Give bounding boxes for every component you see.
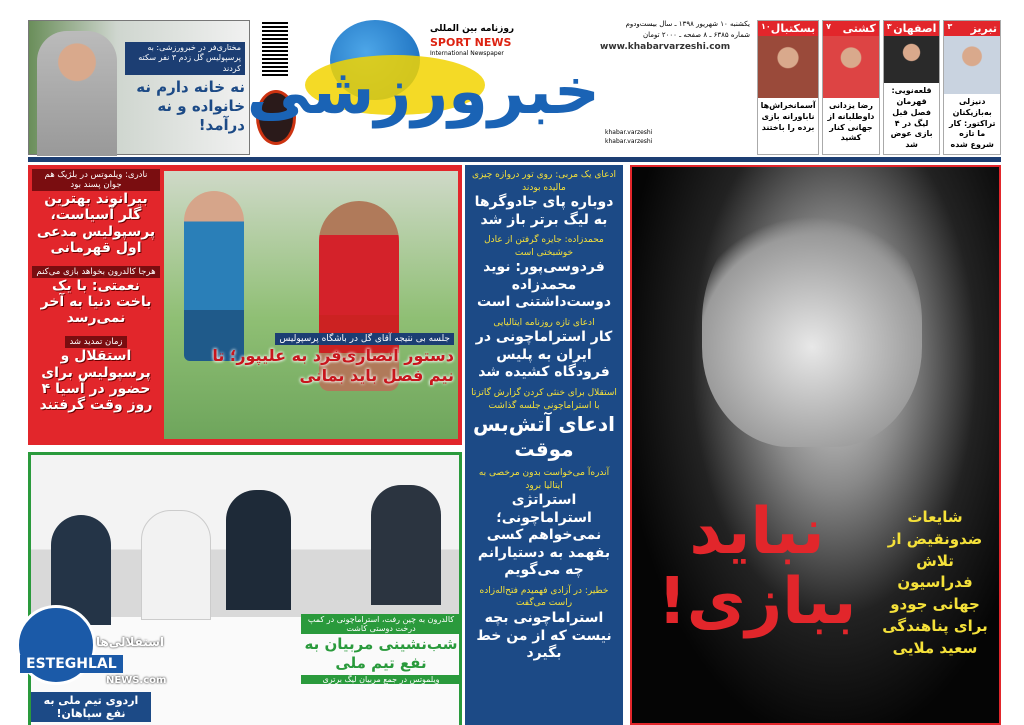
red-story-headline: استقلال و پرسپولیس برای حضور در آسیا ۴ روز وقت گرفتند	[39, 348, 153, 413]
thumb-3[interactable]	[757, 20, 819, 155]
green-sub: ویلموتس در جمع مربیان لیگ برتری	[301, 675, 461, 684]
mid-story-headline: کار استراماچونی در ایران به پلیس فرودگاه کشیده شد	[475, 329, 613, 381]
watermark-latin: ESTEGHLAL	[20, 655, 123, 673]
green-headline: شب‌نشینی مربیان به نفع تیم ملی	[304, 635, 458, 672]
issue-line: شماره ۶۳۸۵ ـ ۸ صفحه ـ ۲۰۰۰ تومان	[643, 31, 750, 39]
mid-story-kicker: ادعای تازه روزنامه ایتالیایی	[493, 317, 595, 328]
mid-story-kicker: ادعای یک مربی: روی تور دروازه چیزی مالیده بودند	[471, 170, 616, 193]
thumb-page: ۱۰	[761, 22, 771, 31]
mid-story[interactable]	[470, 234, 618, 312]
mid-story[interactable]	[470, 585, 618, 663]
players-photo	[164, 171, 458, 439]
esteghlal-watermark	[16, 605, 186, 715]
coach-4	[371, 485, 441, 605]
red-story[interactable]	[32, 259, 160, 326]
red-story[interactable]	[32, 329, 160, 413]
person-photo	[37, 31, 117, 156]
thumb-section: تبریز	[970, 22, 997, 35]
photo-kicker: جلسه بی نتیجه آقای گل در باشگاه پرسپولیس	[275, 333, 454, 345]
mid-story-kicker: آندره‌آ می‌خواست بدون مرخصی به ایتالیا برود	[478, 468, 610, 491]
red-story[interactable]	[32, 169, 160, 256]
thumb-photo	[823, 36, 879, 98]
mid-story-headline: استراماچونی بچه نیست که از من خط بگیرد	[476, 610, 612, 662]
masthead-logo: خبرورزشی	[246, 55, 600, 129]
intl-sub: International Newspaper	[430, 50, 504, 57]
red-story-headline: نعمتی: با یک باخت دنیا به آخر نمی‌رسد	[40, 277, 152, 327]
mid-story[interactable]	[470, 317, 618, 382]
masthead-divider	[28, 157, 1001, 162]
top-left-kicker: مختاری‌فر در خبرورزشی: به پرسپولیس گل زدم ۳ نفر سکته کردند	[125, 42, 245, 75]
green-bottom-headline: اردوی تیم ملی به نفع سپاهان!	[31, 692, 151, 722]
website-link[interactable]: www.khabarvarzeshi.com	[600, 42, 731, 52]
thumbnail-strip	[757, 20, 1001, 155]
thumb-photo	[884, 36, 940, 83]
mid-story-headline: ادعای آتش‌بس موقت	[472, 412, 615, 462]
date-line: یکشنبه ۱۰ شهریور ۱۳۹۸ ـ سال بیست‌ودوم	[625, 20, 750, 28]
watermark-brand: استقلالی‌ها	[96, 635, 165, 649]
thumb-section: کشتی	[842, 22, 876, 35]
telegram-handle[interactable]: khabar.varzeshi	[605, 138, 653, 145]
thumb-caption: قلعه‌نویی: قهرمان فصل قبل لیگ در ۴ بازی عوض شد	[890, 86, 933, 150]
main-headline: نباید ببازی!	[657, 495, 857, 640]
coach-2	[141, 510, 211, 620]
red-story-kicker: هرجا کالدرون بخواهد بازی می‌کنم	[32, 266, 159, 278]
watermark-ball-icon	[16, 605, 96, 685]
mid-story[interactable]	[470, 169, 618, 229]
thumb-section: اصفهان	[893, 22, 937, 35]
mid-story-kicker: خطیر: در آزادی فهمیدم فتح‌اله‌زاده راست می‌گفت	[479, 585, 609, 609]
thumb-0[interactable]	[943, 20, 1001, 155]
red-box[interactable]	[28, 165, 462, 445]
thumb-caption: آسمانخراش‌ها ناباورانه بازی برده را باختند	[760, 101, 816, 132]
instagram-handle[interactable]: khabar.varzeshi	[605, 129, 653, 136]
thumb-page: ۳	[947, 22, 953, 31]
coach-3	[226, 490, 291, 610]
thumb-2[interactable]	[822, 20, 880, 155]
red-story-headline: بیرانوند بهترین گلر آسیاست، پرسپولیس مدعی اول قهرمانی	[36, 191, 156, 256]
mid-story-headline: فردوسی‌پور: نوید محمدزاده دوست‌داشتنی است	[476, 259, 612, 311]
thumb-1[interactable]	[883, 20, 941, 155]
thumb-page: ۳	[886, 22, 892, 31]
mid-story-kicker: محمدزاده: جایزه گرفتن از عادل خوشبختی است	[484, 235, 604, 258]
thumb-section: بسکتبال	[770, 22, 816, 35]
watermark-sub: NEWS.com	[106, 675, 167, 686]
thumb-page: ۷	[826, 22, 832, 31]
thumb-photo	[944, 36, 1000, 94]
main-side-text: شایعات ضدونقیض از تلاش فدراسیون جهانی جودو برای پناهندگی سعید ملایی	[882, 508, 988, 657]
mid-story-headline: استراتژی استراماچونی؛ نمی‌خواهم کسی بفهمد به دستیارانم چه می‌گویم	[477, 492, 611, 579]
top-left-headline: نه خانه دارم نه خانواده و نه درآمد!	[136, 78, 245, 134]
green-kicker: کالدرون به چین رفت، استراماچونی در کمپ درخت دوستی کاشت	[301, 614, 461, 634]
mid-story[interactable]	[470, 467, 618, 580]
thumb-caption: رضا یزدانی داوطلبانه از جهانی کنار کشید	[827, 101, 875, 143]
red-story-kicker: زمان تمدید شد	[65, 336, 126, 348]
top-left-story[interactable]	[28, 20, 250, 155]
thumb-caption: دنیزلی به‌بازیکنان تراکتور: کار ما تازه شروع شده	[948, 97, 996, 150]
sport-news: SPORT NEWS	[430, 36, 512, 49]
judoka-photo	[702, 197, 922, 447]
main-story[interactable]	[630, 165, 1001, 725]
photo-headline: دستور انصاری‌فرد به علیپور؛ تا نیم فصل باید بمانی	[212, 346, 454, 385]
mid-story-kicker: استقلال برای خنثی کردن گزارش گاتزتا با استراماچونی جلسه گذاشت	[471, 387, 617, 411]
red-story-kicker: نادری: ویلموتس در بلژیک هم جوان پسند بود	[32, 169, 160, 191]
intl-label: روزنامه بین المللی	[430, 24, 515, 34]
mid-column	[465, 165, 623, 725]
thumb-photo	[758, 36, 818, 98]
mid-story[interactable]	[470, 387, 618, 462]
mid-story-headline: دوباره پای جادوگرها به لیگ برتر باز شد	[474, 194, 614, 228]
